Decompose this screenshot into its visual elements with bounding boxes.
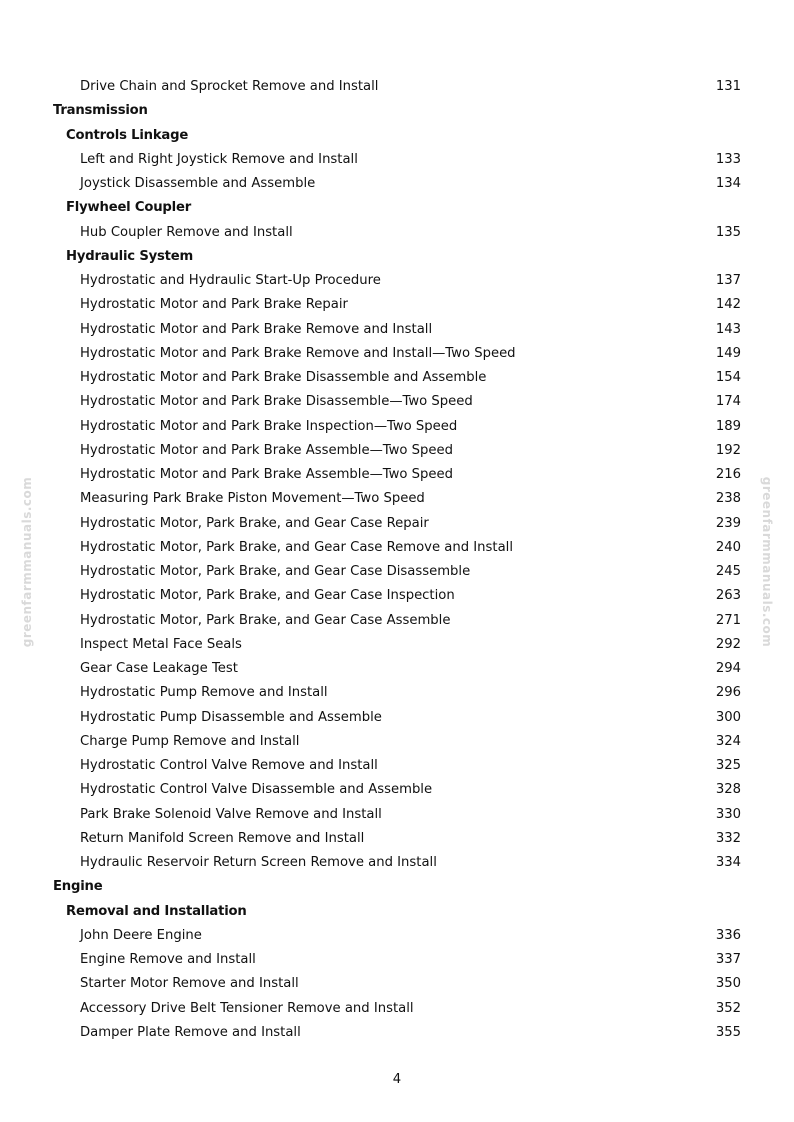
toc-subsection-heading xyxy=(0,124,794,148)
toc-entry-page: 325 xyxy=(715,758,741,773)
toc-entry-title: Hydrostatic and Hydraulic Start-Up Procedure xyxy=(80,273,381,288)
toc-entry-title: Park Brake Solenoid Valve Remove and Install xyxy=(80,806,382,822)
toc-entry[interactable] xyxy=(0,148,794,172)
toc-entry[interactable] xyxy=(0,584,794,608)
page-number: 4 xyxy=(392,1072,402,1087)
toc-entry-page: 328 xyxy=(715,782,741,798)
toc-entry[interactable] xyxy=(0,415,794,439)
toc-entry-title: Measuring Park Brake Piston Movement—Two Speed xyxy=(80,491,425,507)
toc-entry-title: Drive Chain and Sprocket Remove and Install xyxy=(80,79,379,94)
toc-entry[interactable] xyxy=(0,706,794,730)
toc-entry[interactable] xyxy=(0,293,794,317)
toc-entry-title: John Deere Engine xyxy=(80,927,202,943)
toc-entry-title: Hydrostatic Motor, Park Brake, and Gear Case Inspection xyxy=(80,588,455,604)
toc-entry[interactable] xyxy=(0,342,794,366)
toc-section-heading xyxy=(0,875,794,899)
toc-section-heading xyxy=(0,99,794,123)
toc-entry-page: 336 xyxy=(715,927,741,943)
toc-entry-title: Return Manifold Screen Remove and Install xyxy=(80,830,365,846)
toc-entry-page: 337 xyxy=(715,952,741,967)
toc-entry-title: Hydrostatic Pump Remove and Install xyxy=(80,685,328,701)
toc-entry[interactable] xyxy=(0,463,794,487)
toc-entry-page: 330 xyxy=(715,806,741,822)
table-of-contents xyxy=(0,75,794,1045)
toc-entry[interactable] xyxy=(0,172,794,196)
toc-entry-title: Hydrostatic Motor and Park Brake Disassemble—Two Speed xyxy=(80,394,473,410)
toc-entry-page: 334 xyxy=(715,855,741,870)
toc-entry[interactable] xyxy=(0,778,794,802)
toc-entry-title: Charge Pump Remove and Install xyxy=(80,733,300,749)
toc-entry-title: Hydrostatic Motor, Park Brake, and Gear Case Disassemble xyxy=(80,564,471,579)
toc-entry-title: Controls Linkage xyxy=(66,127,189,143)
toc-entry[interactable] xyxy=(0,439,794,463)
watermark-left: greenfarmmanuals.com xyxy=(20,476,34,648)
toc-entry-page: 350 xyxy=(715,976,741,992)
toc-entry-page: 263 xyxy=(715,588,741,604)
toc-entry[interactable] xyxy=(0,318,794,342)
toc-entry[interactable] xyxy=(0,1021,794,1045)
toc-entry[interactable] xyxy=(0,221,794,245)
toc-entry-page: 239 xyxy=(715,515,741,531)
toc-entry-title: Hydraulic System xyxy=(66,248,194,264)
toc-entry[interactable] xyxy=(0,681,794,705)
watermark-right: greenfarmmanuals.com xyxy=(760,476,774,648)
toc-entry-title: Hydrostatic Motor and Park Brake Remove and Install—Two Speed xyxy=(80,345,516,361)
toc-entry-title: Hydrostatic Motor, Park Brake, and Gear Case Repair xyxy=(80,515,429,531)
toc-entry[interactable] xyxy=(0,803,794,827)
toc-entry-page: 154 xyxy=(715,370,741,385)
toc-entry-title: Gear Case Leakage Test xyxy=(80,661,238,676)
toc-entry-title: Hydrostatic Motor and Park Brake Inspection—Two Speed xyxy=(80,418,458,434)
toc-entry-title: Engine Remove and Install xyxy=(80,952,256,967)
toc-entry-title: Hydrostatic Motor and Park Brake Assemble—Two Speed xyxy=(80,442,454,458)
toc-entry-page: 245 xyxy=(715,564,741,579)
toc-entry[interactable] xyxy=(0,487,794,511)
toc-entry-title: Accessory Drive Belt Tensioner Remove and Install xyxy=(80,1000,414,1016)
toc-entry-title: Damper Plate Remove and Install xyxy=(80,1024,301,1040)
toc-entry-page: 174 xyxy=(715,394,741,410)
toc-entry-title: Hydrostatic Motor, Park Brake, and Gear Case Assemble xyxy=(80,612,451,628)
toc-entry-page: 292 xyxy=(715,636,741,652)
toc-entry-page: 300 xyxy=(715,709,741,725)
toc-entry-page: 142 xyxy=(715,297,741,313)
toc-entry-page: 352 xyxy=(715,1000,741,1016)
toc-entry[interactable] xyxy=(0,269,794,293)
toc-entry-page: 189 xyxy=(715,418,741,434)
toc-entry-title: Hub Coupler Remove and Install xyxy=(80,224,293,240)
toc-entry[interactable] xyxy=(0,609,794,633)
toc-entry-page: 296 xyxy=(715,685,741,701)
toc-entry-page: 294 xyxy=(715,661,741,676)
toc-entry-title: Hydrostatic Control Valve Disassemble and Assemble xyxy=(80,782,433,798)
toc-entry-title: Hydraulic Reservoir Return Screen Remove and Install xyxy=(80,855,437,870)
toc-entry-page: 324 xyxy=(715,733,741,749)
toc-entry-title: Hydrostatic Control Valve Remove and Install xyxy=(80,758,378,773)
toc-entry[interactable] xyxy=(0,948,794,972)
toc-entry-page: 192 xyxy=(715,442,741,458)
toc-entry-page: 137 xyxy=(715,273,741,288)
toc-entry[interactable] xyxy=(0,390,794,414)
toc-entry-page: 238 xyxy=(715,491,741,507)
toc-entry-title: Removal and Installation xyxy=(66,903,247,919)
toc-entry[interactable] xyxy=(0,560,794,584)
toc-entry-title: Engine xyxy=(53,879,103,895)
toc-entry-page: 143 xyxy=(715,321,741,337)
toc-entry-title: Transmission xyxy=(53,103,148,119)
toc-entry-title: Hydrostatic Motor and Park Brake Disassemble and Assemble xyxy=(80,370,487,385)
toc-entry-page: 149 xyxy=(715,345,741,361)
toc-subsection-heading xyxy=(0,196,794,220)
toc-entry[interactable] xyxy=(0,924,794,948)
toc-entry[interactable] xyxy=(0,997,794,1021)
toc-entry-title: Hydrostatic Motor and Park Brake Remove and Install xyxy=(80,321,433,337)
toc-entry-page: 134 xyxy=(715,176,741,191)
toc-entry[interactable] xyxy=(0,366,794,390)
toc-entry-title: Left and Right Joystick Remove and Install xyxy=(80,151,358,167)
toc-entry-title: Hydrostatic Motor and Park Brake Assemble—Two Speed xyxy=(80,467,454,482)
toc-entry[interactable] xyxy=(0,754,794,778)
toc-subsection-heading xyxy=(0,900,794,924)
toc-entry-page: 131 xyxy=(715,79,741,94)
toc-entry-page: 216 xyxy=(715,467,741,482)
toc-entry[interactable] xyxy=(0,75,794,99)
toc-entry-page: 133 xyxy=(715,151,741,167)
toc-entry-title: Hydrostatic Pump Disassemble and Assemble xyxy=(80,709,382,725)
toc-entry-page: 355 xyxy=(715,1024,741,1040)
toc-entry-page: 332 xyxy=(715,830,741,846)
toc-entry[interactable] xyxy=(0,730,794,754)
toc-entry-page: 240 xyxy=(715,539,741,555)
toc-entry-page: 135 xyxy=(715,224,741,240)
toc-entry-title: Hydrostatic Motor, Park Brake, and Gear Case Remove and Install xyxy=(80,539,513,555)
toc-entry-title: Flywheel Coupler xyxy=(66,200,192,216)
toc-entry[interactable] xyxy=(0,633,794,657)
toc-entry[interactable] xyxy=(0,851,794,875)
toc-entry[interactable] xyxy=(0,536,794,560)
toc-subsection-heading xyxy=(0,245,794,269)
toc-entry-page: 271 xyxy=(715,612,741,628)
toc-entry-title: Hydrostatic Motor and Park Brake Repair xyxy=(80,297,348,313)
toc-entry-title: Joystick Disassemble and Assemble xyxy=(80,176,316,191)
toc-entry[interactable] xyxy=(0,512,794,536)
toc-entry[interactable] xyxy=(0,972,794,996)
toc-entry-title: Starter Motor Remove and Install xyxy=(80,976,299,992)
toc-entry-title: Inspect Metal Face Seals xyxy=(80,636,242,652)
toc-entry[interactable] xyxy=(0,657,794,681)
toc-entry[interactable] xyxy=(0,827,794,851)
